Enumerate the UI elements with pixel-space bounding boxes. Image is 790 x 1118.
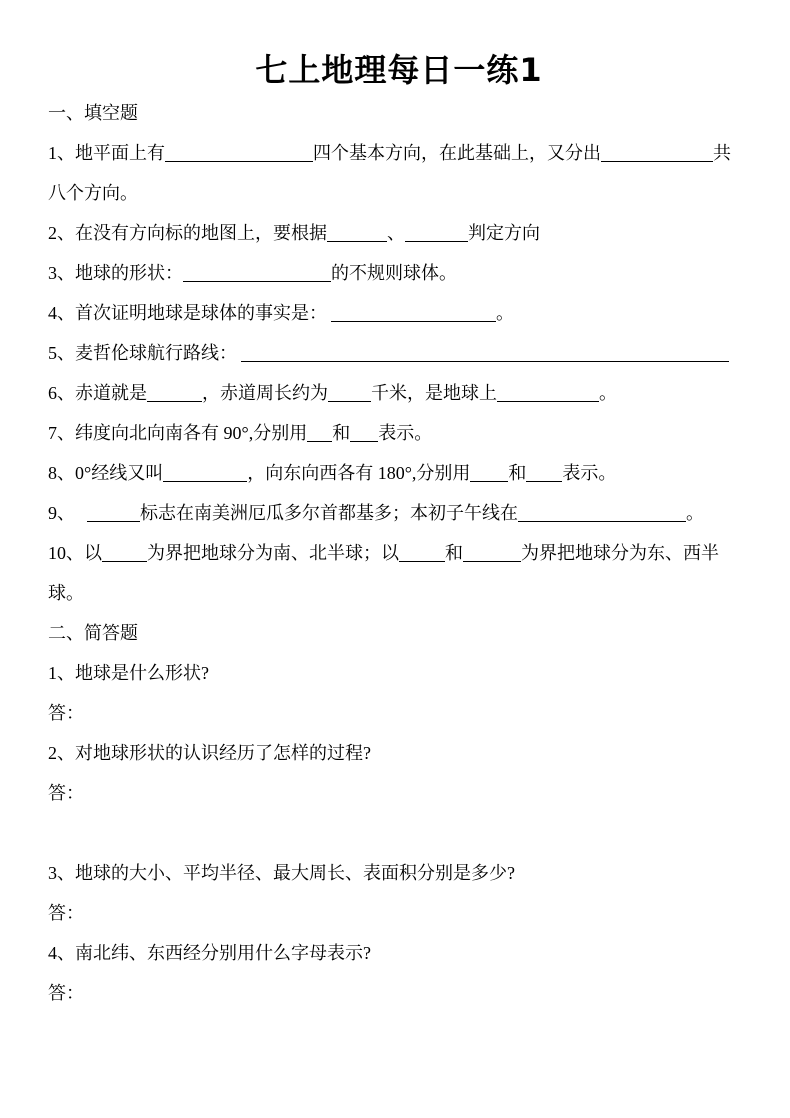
question-1 [48,133,750,173]
question-text: 6、赤道就是 [48,383,147,403]
question-text: 1、地平面上有 [48,143,165,163]
question-2 [48,213,750,253]
question-10 [48,533,750,573]
question-text: ，赤道周长约为 [202,383,328,403]
answer-blank [518,521,686,522]
question-text: 4、首次证明地球是球体的事实是： [48,303,327,323]
question-text: 标志在南美洲厄瓜多尔首都基多；本初子午线在 [140,503,518,523]
answer-label: 答： [48,783,84,803]
answer-blank [405,241,468,242]
answer-label: 答： [48,983,84,1003]
answer-blank [307,441,332,442]
question-text: ，向东向西各有 180°,分别用 [247,463,471,483]
question-text: 的不规则球体。 [331,263,457,283]
short-question-3: 3、地球的大小、平均半径、最大周长、表面积分别是多少? [48,863,515,883]
answer-label: 答： [48,903,84,923]
question-text: 千米，是地球上 [371,383,497,403]
answer-blank [601,161,713,162]
short-question-2: 2、对地球形状的认识经历了怎样的过程? [48,743,371,763]
answer-blank [327,241,387,242]
answer-blank [147,401,202,402]
question-text: 和 [445,543,463,563]
answer-blank [163,481,247,482]
question-7 [48,413,750,453]
question-text: 表示。 [562,463,617,483]
answer-space [48,813,750,853]
question-text: 8、0°经线又叫 [48,463,164,483]
question-4 [48,293,750,333]
answer-blank [165,161,313,162]
question-9 [48,493,750,533]
question-text: 10、以 [48,543,102,563]
answer-blank [183,281,331,282]
question-text: 2、在没有方向标的地图上，要根据 [48,223,327,243]
question-8 [48,453,750,493]
question-text: 。 [686,503,704,523]
question-text: 为界把地球分为南、北半球；以 [147,543,399,563]
question-text: 判定方向 [468,223,540,243]
answer-blank [331,321,496,322]
question-text: 。 [496,303,514,323]
question-text: 球。 [48,583,84,603]
question-text: 、 [387,223,405,243]
answer-blank [497,401,599,402]
answer-blank [102,561,147,562]
question-text: 四个基本方向，在此基础上，又分出 [313,143,601,163]
answer-blank [399,561,445,562]
question-5 [48,333,750,373]
question-text: 9、 [48,503,75,523]
question-6 [48,373,750,413]
question-text: 7、纬度向北向南各有 90°,分别用 [48,423,308,443]
answer-blank [328,401,371,402]
question-text: 共 [713,143,731,163]
section-heading-short-answer: 二、简答题 [48,623,138,643]
question-text: 5、麦哲伦球航行路线： [48,343,237,363]
question-text: 3、地球的形状： [48,263,183,283]
question-text: 和 [332,423,351,443]
worksheet-title: 七上地理每日一练1 [255,51,543,89]
question-text: 为界把地球分为东、西半 [521,543,719,563]
question-3 [48,253,750,293]
question-text: 八个方向。 [48,183,138,203]
answer-blank [526,481,562,482]
short-question-1: 1、地球是什么形状? [48,663,209,683]
answer-blank [470,481,508,482]
short-question-4: 4、南北纬、东西经分别用什么字母表示? [48,943,371,963]
question-10-continued [48,573,750,613]
answer-blank [463,561,521,562]
answer-blank [241,361,729,362]
question-text: 。 [599,383,617,403]
question-1-continued [48,173,750,213]
answer-label: 答： [48,703,84,723]
answer-blank [87,521,140,522]
section-heading-fill-in: 一、填空题 [48,103,138,123]
question-text: 表示。 [378,423,433,443]
question-text: 和 [508,463,527,483]
answer-blank [350,441,378,442]
